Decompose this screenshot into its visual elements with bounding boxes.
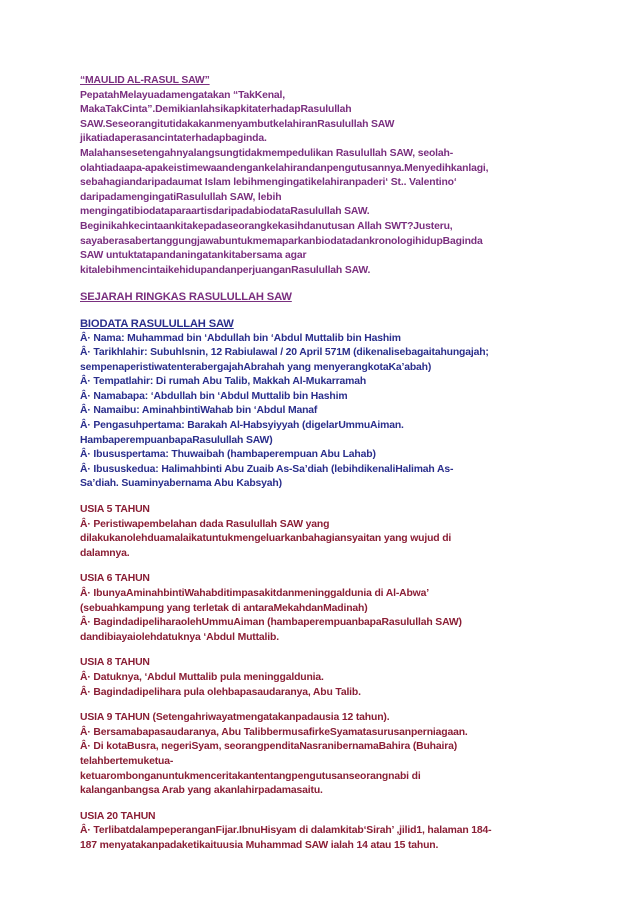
intro-line: PepatahMelayuadamengatakan “TakKenal, [80,89,286,101]
biodata-line: Â· Namabapa: ‘Abdullah bin ‘Abdul Muttalib bin Hashim [80,390,348,402]
intro-line: SAW untuktatapandaningatankitabersama agar [80,250,307,262]
biodata-line: Â· Tarikhlahir: Subuhlsnin, 12 Rabiulawal / 20 April 571M (dikenalisebagaitahungajah; [80,347,489,359]
usia-8-line: Â· Bagindadipelihara pula olehbapasaudaranya, Abu Talib. [80,686,361,698]
usia-9-line: telahbertemuketua- [80,755,174,767]
intro-line: SAW.SeseorangitutidakakanmenyambutkelahiranRasulullah SAW [80,118,395,130]
biodata-line: Â· Nama: Muhammad bin ‘Abdullah bin ‘Abdul Muttalib bin Hashim [80,332,401,344]
intro-line: daripadamengingatiRasulullah SAW, lebih [80,191,282,203]
usia-9-line: kalanganbangsa Arab yang akanlahirpadamasaitu. [80,785,323,797]
usia-20-section [80,810,566,854]
biodata-line: Sa’diah. Suaminyabernama Abu Kabsyah) [80,478,282,490]
sejarah-heading: SEJARAH RINGKAS RASULULLAH SAW [80,291,292,304]
intro-line: olahtiadaapa-apakeistimewaandengankelahirandanpengutusannya.Menyedihkanlagi, [80,162,489,174]
biodata-line: Â· Ibususkedua: Halimahbinti Abu Zuaib As-Sa’diah (lebihdikenaliHalimah As- [80,463,454,475]
biodata-line: Â· Pengasuhpertama: Barakah Al-Habsyiyyah (digelarUmmuAiman. [80,420,404,432]
biodata-line: HambaperempuanbapaRasulullah SAW) [80,434,273,446]
intro-section [80,74,566,278]
biodata-line: sempenaperistiwatenterabergajahAbrahah yang menyerangkotaKa’abah) [80,361,432,373]
usia-5-line: Â· Peristiwapembelahan dada Rasulullah SAW yang [80,518,330,530]
document-page [80,74,566,854]
usia-8-heading: USIA 8 TAHUN [80,657,150,669]
intro-line: sebahagiandaripadaumat Islam lebihmengingatikelahiranpaderi‘ St.. Valentino‘ [80,177,457,189]
usia-5-section [80,503,566,561]
usia-9-line: Â· Bersamabapasaudaranya, Abu TalibbermusafirkeSyamatasurusanperniagaan. [80,726,468,738]
usia-9-line: ketuarombonganuntukmenceritakantentangpengutusanseorangnabi di [80,770,421,782]
biodata-line: Â· Ibususpertama: Thuwaibah (hambaperempuan Abu Lahab) [80,449,376,461]
biodata-line: Â· Namaibu: AminahbintiWahab bin ‘Abdul Manaf [80,405,318,417]
usia-8-section [80,656,566,700]
usia-20-heading: USIA 20 TAHUN [80,810,156,822]
usia-9-section [80,711,566,799]
intro-line: kitalebihmencintaikehidupandanperjuanganRasulullah SAW. [80,264,371,276]
usia-20-line: Â· TerlibatdalampeperanganFijar.IbnuHisyam di dalamkitab‘Sirah’ ,jilid1, halaman 184- [80,825,492,837]
usia-9-heading: USIA 9 TAHUN (Setengahriwayatmengatakanpadausia 12 tahun). [80,712,390,724]
usia-5-line: dalamnya. [80,547,130,559]
usia-6-line: Â· BagindadipeliharaolehUmmuAiman (hambaperempuanbapaRasulullah SAW) [80,617,462,629]
usia-6-heading: USIA 6 TAHUN [80,573,150,585]
usia-6-line: (sebuahkampung yang terletak di antaraMekahdanMadinah) [80,602,368,614]
intro-line: sayaberasabertanggungjawabuntukmemaparkanbiodatadankronologihidupBaginda [80,235,483,247]
intro-line: Beginikahkecintaankitakepadaseorangkekasihdanutusan Allah SWT?Justeru, [80,220,453,232]
usia-5-line: dilakukanolehduamalaikatuntukmengeluarkanbahagiansyaitan yang wujud di [80,533,452,545]
biodata-section [80,317,566,492]
document-title: “MAULID AL-RASUL SAW” [80,75,210,86]
biodata-heading: BIODATA RASULULLAH SAW [80,317,234,330]
intro-line: jikatiadaperasancintaterhadapbaginda. [80,133,267,145]
usia-6-line: dandibiayaiolehdatuknya ‘Abdul Muttalib. [80,631,279,643]
usia-8-line: Â· Datuknya, ‘Abdul Muttalib pula meninggaldunia. [80,671,324,683]
intro-line: mengingatibiodataparaartisdaripadabiodataRasulullah SAW. [80,206,370,218]
intro-line: MakaTakCinta”.DemikianlahsikapkitaterhadapRasulullah [80,104,352,116]
usia-5-heading: USIA 5 TAHUN [80,504,150,516]
usia-6-section [80,572,566,645]
biodata-line: Â· Tempatlahir: Di rumah Abu Talib, Makkah Al-Mukarramah [80,376,367,388]
usia-6-line: Â· IbunyaAminahbintiWahabditimpasakitdanmeninggaldunia di Al-Abwa’ [80,588,429,599]
usia-20-line: 187 menyatakanpadaketikaituusia Muhammad SAW ialah 14 atau 15 tahun. [80,839,439,851]
usia-9-line: Â· Di kotaBusra, negeriSyam, seorangpenditaNasranibernamaBahira (Buhaira) [80,741,458,753]
intro-line: Malahansesetengahnyalangsungtidakmempedulikan Rasulullah SAW, seolah- [80,147,454,159]
